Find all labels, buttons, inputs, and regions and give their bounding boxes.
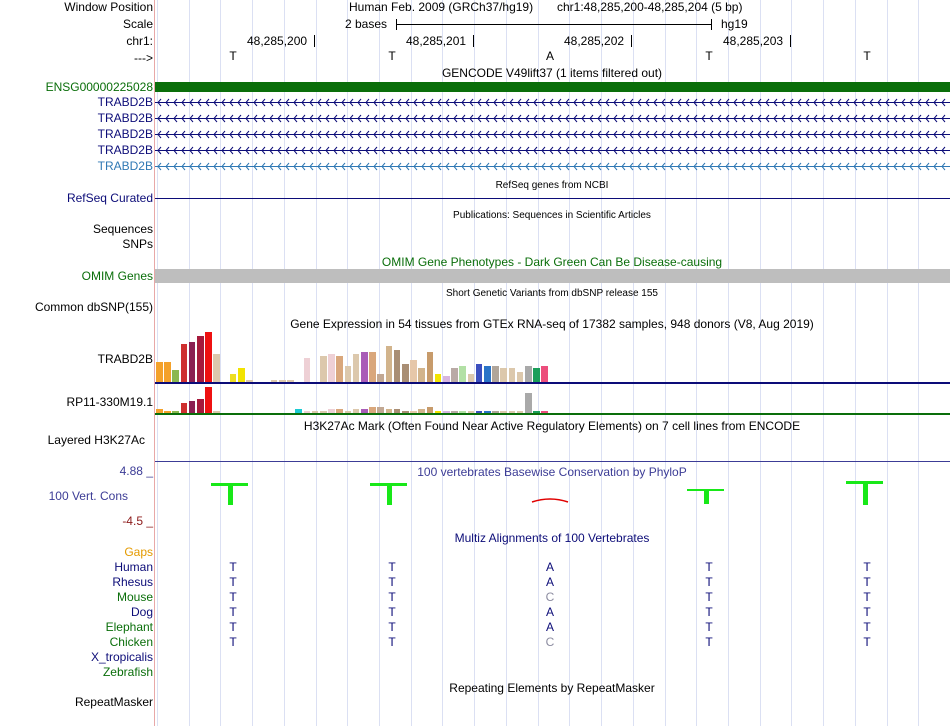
ruler-pos-3: 48,285,202 — [564, 34, 625, 48]
gtex-gene-label-2[interactable]: RP11-330M19.1 — [66, 395, 153, 409]
strand-label: ---> — [134, 51, 153, 65]
ref-base-5: T — [863, 49, 871, 63]
gtex-tissue-bar[interactable] — [418, 368, 425, 382]
gtex-tissue-bar[interactable] — [213, 354, 220, 382]
alignment-base: A — [545, 560, 555, 574]
gtex-tissue-bar[interactable] — [468, 374, 475, 382]
alignment-base: T — [863, 635, 871, 649]
h3k27ac-label[interactable]: Layered H3K27Ac — [47, 433, 145, 447]
transcript-label-3[interactable]: TRABD2B — [97, 127, 153, 141]
grid-line — [918, 0, 919, 726]
transcript-feature-4[interactable] — [155, 146, 950, 155]
window-position-label: Window Position — [64, 0, 153, 14]
track-image[interactable] — [155, 0, 950, 726]
alignment-base: T — [229, 560, 237, 574]
gtex-gene-label-1[interactable]: TRABD2B — [97, 352, 153, 366]
chrom-label: chr1: — [126, 34, 153, 48]
alignment-base: T — [229, 590, 237, 604]
gtex-tissue-bar[interactable] — [394, 350, 401, 382]
transcript-feature-5[interactable] — [155, 162, 950, 171]
gtex-bars-trabd2b[interactable] — [155, 330, 535, 382]
gtex-tissue-bar[interactable] — [386, 346, 393, 382]
transcript-label-5[interactable]: TRABD2B — [97, 159, 153, 173]
species-label-dog[interactable]: Dog — [130, 605, 153, 619]
alignment-base: T — [705, 635, 713, 649]
transcript-feature-1[interactable] — [155, 98, 950, 107]
gtex-tissue-bar[interactable] — [197, 336, 204, 382]
phylop-label[interactable]: 100 Vert. Cons — [48, 489, 128, 503]
gtex-tissue-bar[interactable] — [410, 360, 417, 382]
publications-track-title[interactable]: Publications: Sequences in Scientific Articles — [453, 210, 651, 221]
gtex-tissue-bar[interactable] — [492, 366, 499, 382]
ref-base-4: T — [705, 49, 713, 63]
h3k27ac-track-title[interactable]: H3K27Ac Mark (Often Found Near Active Regulatory Elements) on 7 cell lines from ENCODE — [303, 419, 801, 433]
phylop-bar-2 — [387, 483, 392, 505]
alignment-base: T — [705, 620, 713, 634]
omim-track-title[interactable]: OMIM Gene Phenotypes - Dark Green Can Be Disease-causing — [381, 255, 723, 269]
gtex-bars-rp11[interactable] — [155, 386, 535, 413]
omim-label[interactable]: OMIM Genes — [81, 269, 153, 283]
gtex-tissue-bar[interactable] — [402, 364, 409, 382]
gtex-tissue-bar[interactable] — [197, 399, 204, 413]
gtex-tissue-bar[interactable] — [205, 332, 212, 382]
gtex-tissue-bar[interactable] — [320, 356, 327, 382]
gtex-tissue-bar[interactable] — [484, 366, 491, 382]
gtex-tissue-bar[interactable] — [172, 370, 179, 382]
sequences-label[interactable]: Sequences — [92, 222, 153, 236]
alignment-base: T — [705, 575, 713, 589]
grid-line — [601, 0, 602, 726]
omim-feature-block[interactable] — [155, 269, 950, 283]
gtex-tissue-bar[interactable] — [205, 387, 212, 413]
gtex-tissue-bar[interactable] — [525, 393, 532, 413]
grid-line — [823, 0, 824, 726]
refseq-feature-line[interactable] — [155, 198, 950, 199]
assembly-text: Human Feb. 2009 (GRCh37/hg19) — [349, 0, 534, 14]
gtex-tissue-bar[interactable] — [435, 374, 442, 382]
gtex-tissue-bar[interactable] — [377, 374, 384, 382]
phylop-max-label: 4.88 _ — [119, 464, 153, 478]
gtex-tissue-bar[interactable] — [369, 352, 376, 382]
phylop-min-label: -4.5 _ — [122, 514, 153, 528]
gtex-tissue-bar[interactable] — [181, 344, 188, 382]
alignment-base: T — [388, 560, 396, 574]
gtex-tissue-bar[interactable] — [533, 368, 540, 382]
position-text: chr1:48,285,200-48,285,204 (5 bp) — [557, 0, 743, 14]
gtex-tissue-bar[interactable] — [164, 362, 171, 382]
phylop-bar-4 — [704, 489, 709, 504]
track-label-column — [0, 0, 153, 726]
ruler-pos-1: 48,285,200 — [247, 34, 308, 48]
gtex-tissue-bar[interactable] — [509, 368, 516, 382]
alignment-base: T — [863, 575, 871, 589]
alignment-base: C — [545, 635, 555, 649]
repeatmasker-label[interactable]: RepeatMasker — [74, 695, 153, 709]
alignment-base: T — [229, 635, 237, 649]
dbsnp-track-title[interactable]: Short Genetic Variants from dbSNP release 155 — [446, 288, 658, 299]
alignment-base: A — [545, 575, 555, 589]
alignment-base: C — [545, 590, 555, 604]
species-label-mouse[interactable]: Mouse — [116, 590, 153, 604]
alignment-base: T — [388, 575, 396, 589]
gtex-gene-line-1[interactable] — [155, 382, 950, 384]
gtex-tissue-bar[interactable] — [189, 342, 196, 382]
h3k27ac-baseline — [155, 461, 950, 462]
alignment-base: T — [863, 605, 871, 619]
transcript-label-1[interactable]: TRABD2B — [97, 95, 153, 109]
alignment-base: T — [705, 590, 713, 604]
phylop-bar-5 — [863, 481, 868, 505]
gtex-tissue-bar[interactable] — [345, 366, 352, 382]
refseq-label[interactable]: RefSeq Curated — [66, 191, 153, 205]
grid-line — [665, 0, 666, 726]
phylop-track-title[interactable]: 100 vertebrates Basewise Conservation by PhyloP — [417, 465, 687, 479]
species-label-elephant[interactable]: Elephant — [105, 620, 153, 634]
gtex-tissue-bar[interactable] — [476, 364, 483, 382]
phylop-negative-mark — [530, 496, 570, 506]
alignment-base: T — [863, 560, 871, 574]
ruler-tick-2 — [473, 35, 474, 47]
alignment-base: T — [229, 620, 237, 634]
grid-line — [569, 0, 570, 726]
transcript-label-2[interactable]: TRABD2B — [97, 111, 153, 125]
gtex-gene-line-2[interactable] — [155, 413, 950, 415]
gtex-tissue-bar[interactable] — [525, 366, 532, 382]
gaps-label: Gaps — [124, 545, 153, 559]
alignment-base: A — [545, 605, 555, 619]
grid-line — [728, 0, 729, 726]
gtex-tissue-bar[interactable] — [427, 352, 434, 382]
grid-line — [538, 0, 539, 726]
ruler-tick-3 — [631, 35, 632, 47]
transcript-label-4[interactable]: TRABD2B — [97, 143, 153, 157]
gtex-tissue-bar[interactable] — [238, 368, 245, 382]
alignment-base: T — [388, 590, 396, 604]
phylop-bar-1 — [228, 483, 233, 505]
alignment-base: T — [229, 605, 237, 619]
scale-bar — [396, 24, 712, 25]
grid-line — [887, 0, 888, 726]
gtex-tissue-bar[interactable] — [500, 368, 507, 382]
alignment-base: T — [388, 620, 396, 634]
alignment-base: A — [545, 620, 555, 634]
species-label-rhesus[interactable]: Rhesus — [112, 575, 153, 589]
ref-base-1: T — [229, 49, 237, 63]
gtex-track-title[interactable]: Gene Expression in 54 tissues from GTEx RNA-seq of 17382 samples, 948 donors (V8, Aug 2019) — [290, 317, 814, 331]
species-label-xtropicalis[interactable]: X_tropicalis — [90, 650, 153, 664]
species-label-zebrafish[interactable]: Zebrafish — [102, 665, 153, 679]
gtex-tissue-bar[interactable] — [328, 354, 335, 382]
scale-label: Scale — [122, 17, 153, 31]
gencode-track-title[interactable]: GENCODE V49lift37 (1 items filtered out) — [441, 66, 663, 80]
gtex-tissue-bar[interactable] — [181, 403, 188, 413]
grid-line — [855, 0, 856, 726]
snps-label[interactable]: SNPs — [122, 237, 153, 251]
grid-line — [633, 0, 634, 726]
alignment-base: T — [229, 575, 237, 589]
ref-base-3: A — [545, 49, 555, 63]
repeatmasker-track-title[interactable]: Repeating Elements by RepeatMasker — [449, 681, 655, 695]
dbsnp-label[interactable]: Common dbSNP(155) — [34, 300, 153, 314]
gtex-tissue-bar[interactable] — [459, 366, 466, 382]
ruler-tick-4 — [790, 35, 791, 47]
ensg-label[interactable]: ENSG00000225028 — [45, 80, 153, 94]
species-label-chicken[interactable]: Chicken — [109, 635, 153, 649]
ruler-pos-2: 48,285,201 — [406, 34, 467, 48]
gtex-tissue-bar[interactable] — [361, 352, 368, 382]
grid-line — [696, 0, 697, 726]
gtex-tissue-bar[interactable] — [336, 356, 343, 382]
gtex-tissue-bar[interactable] — [451, 368, 458, 382]
ruler-pos-4: 48,285,203 — [723, 34, 784, 48]
ref-base-2: T — [388, 49, 396, 63]
gtex-tissue-bar[interactable] — [189, 401, 196, 413]
gtex-tissue-bar[interactable] — [304, 358, 311, 382]
gtex-tissue-bar[interactable] — [517, 372, 524, 382]
alignment-base: T — [388, 605, 396, 619]
alignment-base: T — [863, 620, 871, 634]
ruler-tick-1 — [314, 35, 315, 47]
alignment-base: T — [388, 635, 396, 649]
alignment-base: T — [705, 605, 713, 619]
alignment-base: T — [705, 560, 713, 574]
ensg-feature-block[interactable] — [155, 82, 950, 92]
gtex-tissue-bar[interactable] — [353, 354, 360, 382]
grid-line — [760, 0, 761, 726]
scale-bar-tick-left — [396, 19, 397, 30]
multiz-track-title[interactable]: Multiz Alignments of 100 Vertebrates — [454, 531, 650, 545]
transcript-feature-3[interactable] — [155, 130, 950, 139]
species-label-human[interactable]: Human — [114, 560, 153, 574]
scale-bar-tick-right — [711, 19, 712, 30]
alignment-base: T — [863, 590, 871, 604]
scale-db-text: hg19 — [721, 17, 748, 31]
grid-line — [791, 0, 792, 726]
gtex-tissue-bar[interactable] — [156, 362, 163, 382]
scale-text: 2 bases — [345, 17, 388, 31]
gtex-tissue-bar[interactable] — [230, 374, 237, 382]
transcript-feature-2[interactable] — [155, 114, 950, 123]
gtex-tissue-bar[interactable] — [541, 366, 548, 382]
refseq-track-title[interactable]: RefSeq genes from NCBI — [495, 180, 609, 191]
